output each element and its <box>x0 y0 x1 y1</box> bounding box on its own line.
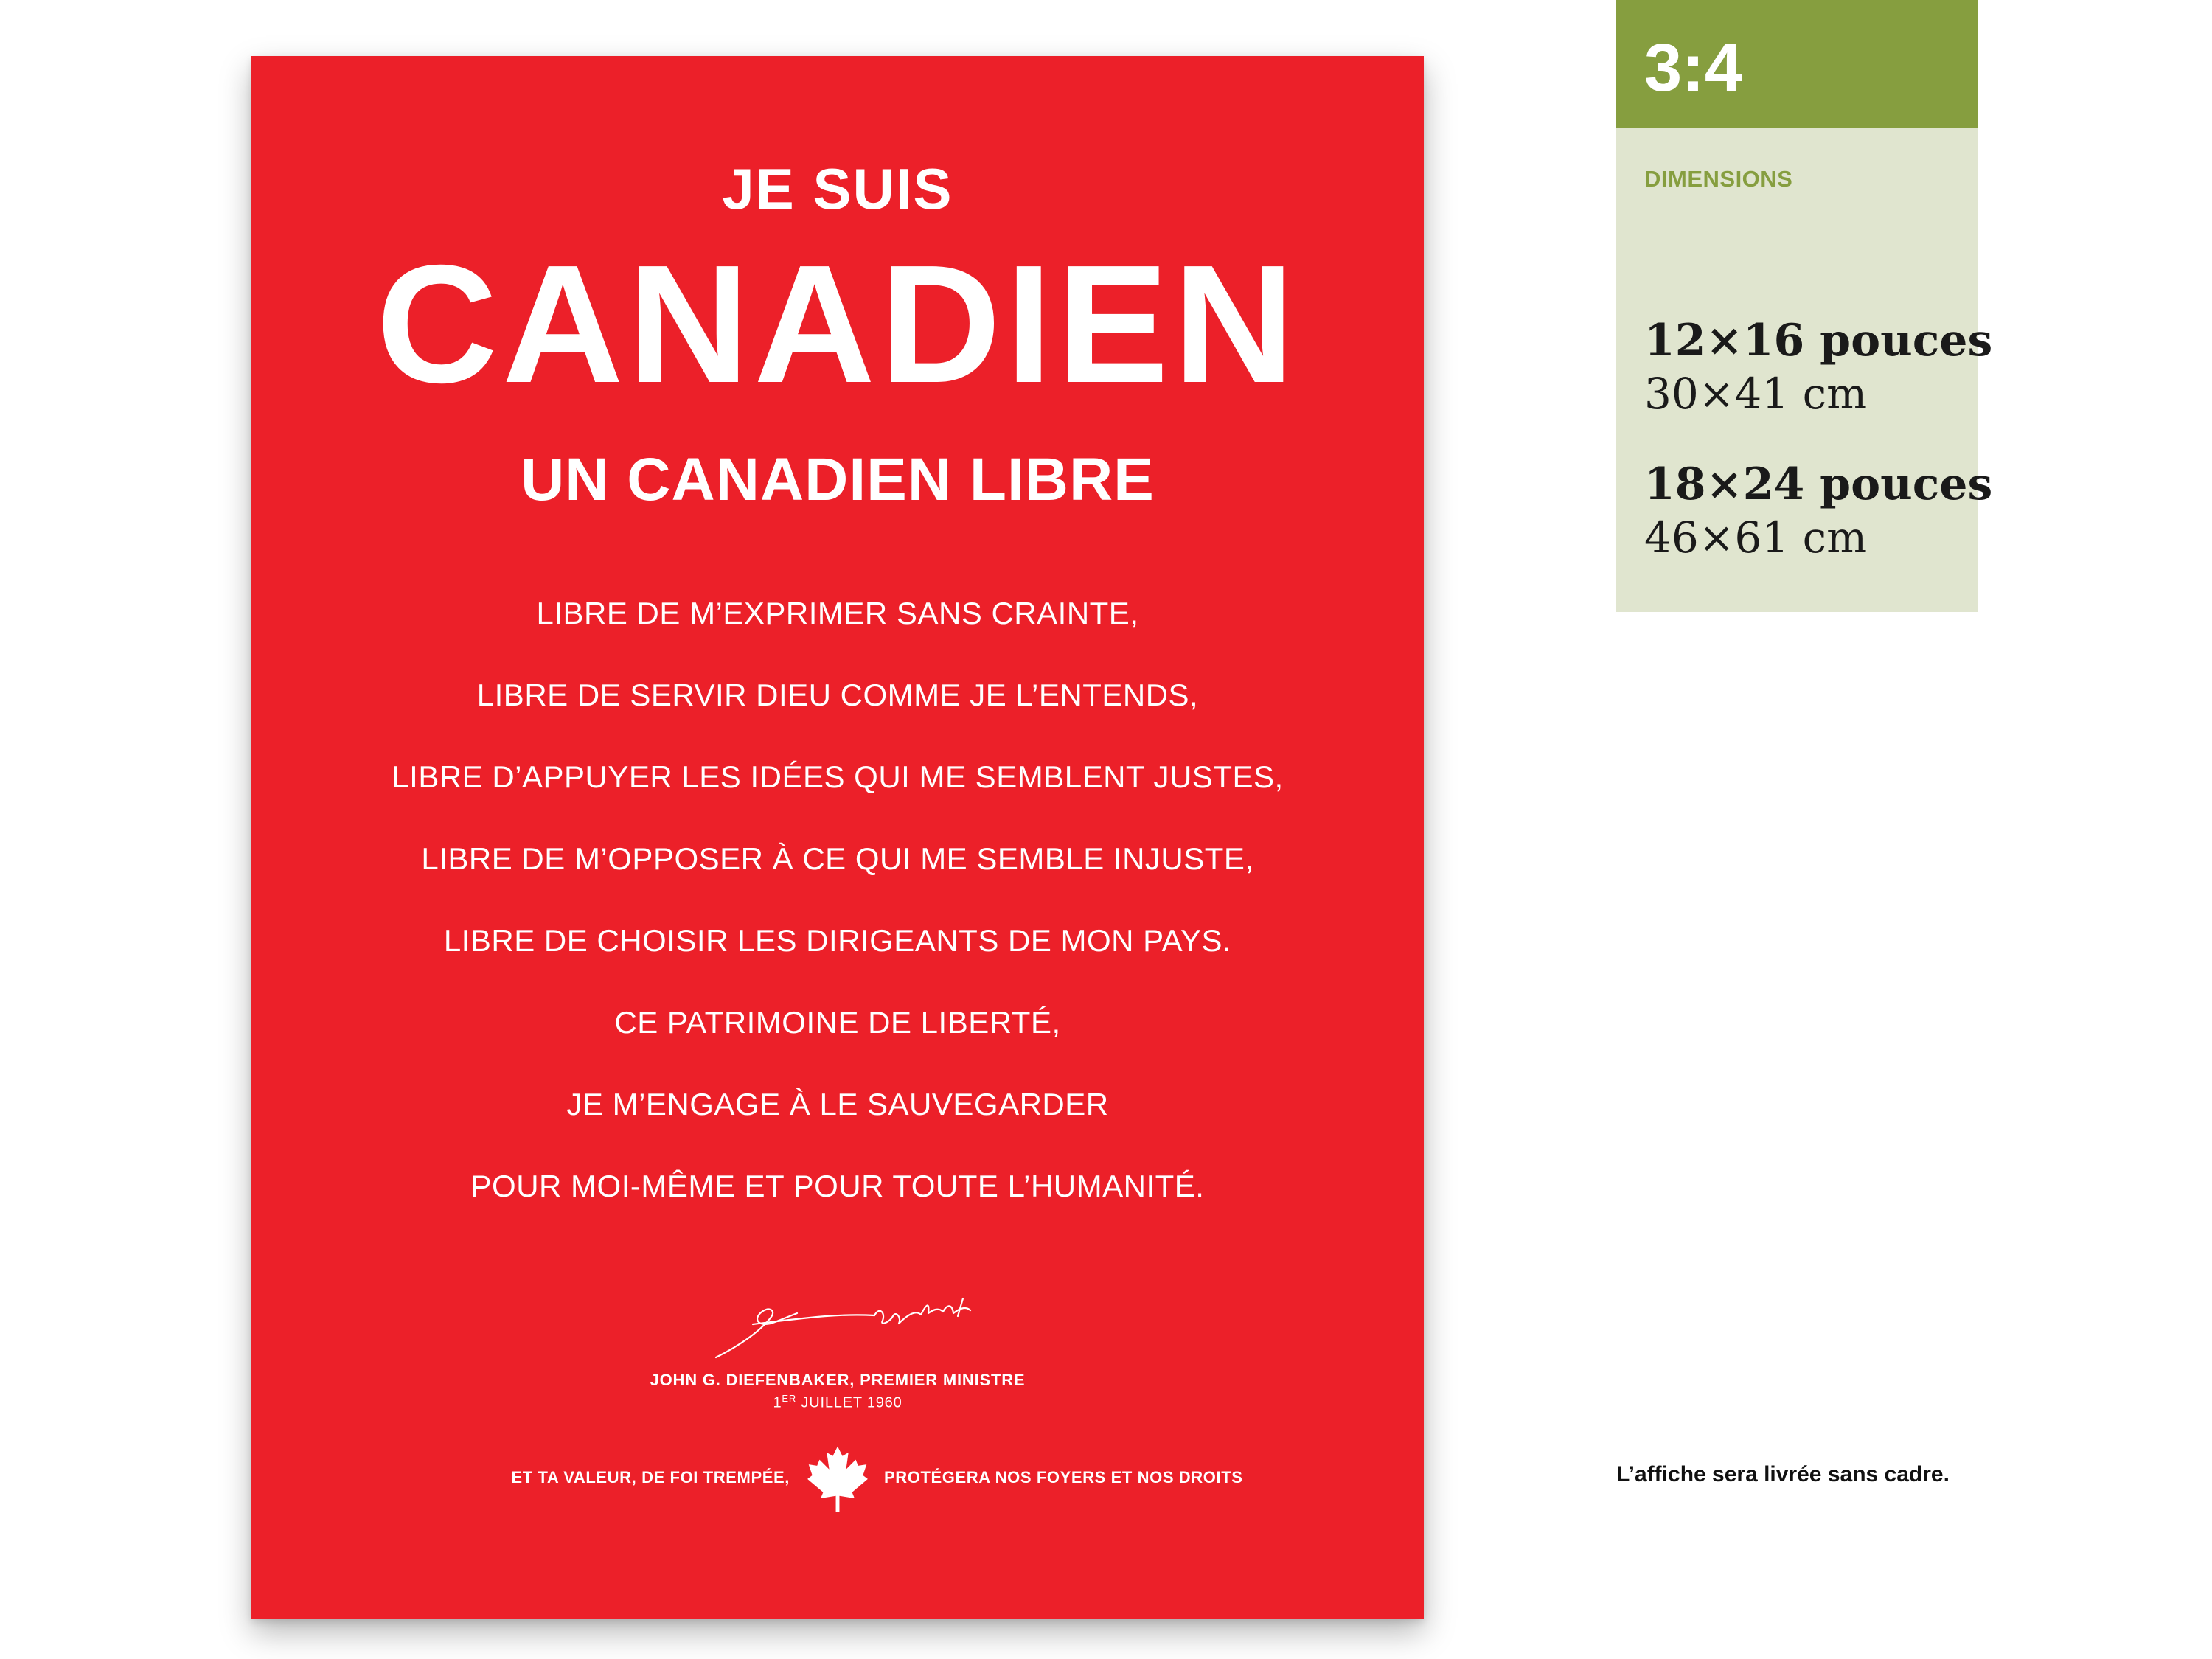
size-option <box>1644 457 1992 563</box>
size-option <box>1644 313 1992 420</box>
attribution-date <box>251 1393 1424 1412</box>
poster-line: POUR MOI-MÊME ET POUR TOUTE L’HUMANITÉ. <box>470 1169 1205 1203</box>
poster-line: JE M’ENGAGE À LE SAUVEGARDER <box>566 1087 1109 1121</box>
poster-pre-title: JE SUIS <box>722 156 953 221</box>
dimensions-panel <box>1616 0 1993 612</box>
poster-line: CE PATRIMOINE DE LIBERTÉ, <box>614 1005 1061 1040</box>
anthem-left: ET TA VALEUR, DE FOI TREMPÉE, <box>511 1468 790 1486</box>
poster-line: LIBRE DE M’EXPRIMER SANS CRAINTE, <box>536 596 1139 630</box>
size-imperial: 18×24 pouces <box>1644 459 1993 510</box>
size-metric: 30×41 cm <box>1644 369 1868 419</box>
dimensions-label: DIMENSIONS <box>1644 166 1793 192</box>
poster-title: CANADIEN <box>376 231 1299 418</box>
poster-line: LIBRE DE SERVIR DIEU COMME JE L’ENTENDS, <box>476 678 1199 712</box>
signature <box>709 1284 989 1365</box>
poster-text-lines <box>251 572 1424 1227</box>
poster-line: LIBRE D’APPUYER LES IDÉES QUI ME SEMBLENT JUSTES, <box>392 759 1284 794</box>
date-rest: JUILLET 1960 <box>796 1394 902 1411</box>
date-suffix: ER <box>782 1393 797 1404</box>
anthem-right: PROTÉGERA NOS FOYERS ET NOS DROITS <box>884 1468 1243 1486</box>
poster <box>251 56 1424 1619</box>
attribution-name: JOHN G. DIEFENBAKER, PREMIER MINISTRE <box>650 1371 1026 1389</box>
panel-header <box>1616 0 1978 128</box>
frame-note: L’affiche sera livrée sans cadre. <box>1616 1462 1950 1486</box>
poster-line: LIBRE DE M’OPPOSER À CE QUI ME SEMBLE INJUSTE, <box>421 841 1254 876</box>
aspect-ratio: 3:4 <box>1644 30 1742 105</box>
size-imperial: 12×16 pouces <box>1644 315 1993 366</box>
date-day: 1 <box>773 1394 782 1411</box>
maple-leaf-icon <box>807 1445 868 1512</box>
poster-line: LIBRE DE CHOISIR LES DIRIGEANTS DE MON PAYS. <box>443 923 1232 958</box>
size-metric: 46×61 cm <box>1644 512 1868 563</box>
poster-subtitle: UN CANADIEN LIBRE <box>521 446 1155 513</box>
